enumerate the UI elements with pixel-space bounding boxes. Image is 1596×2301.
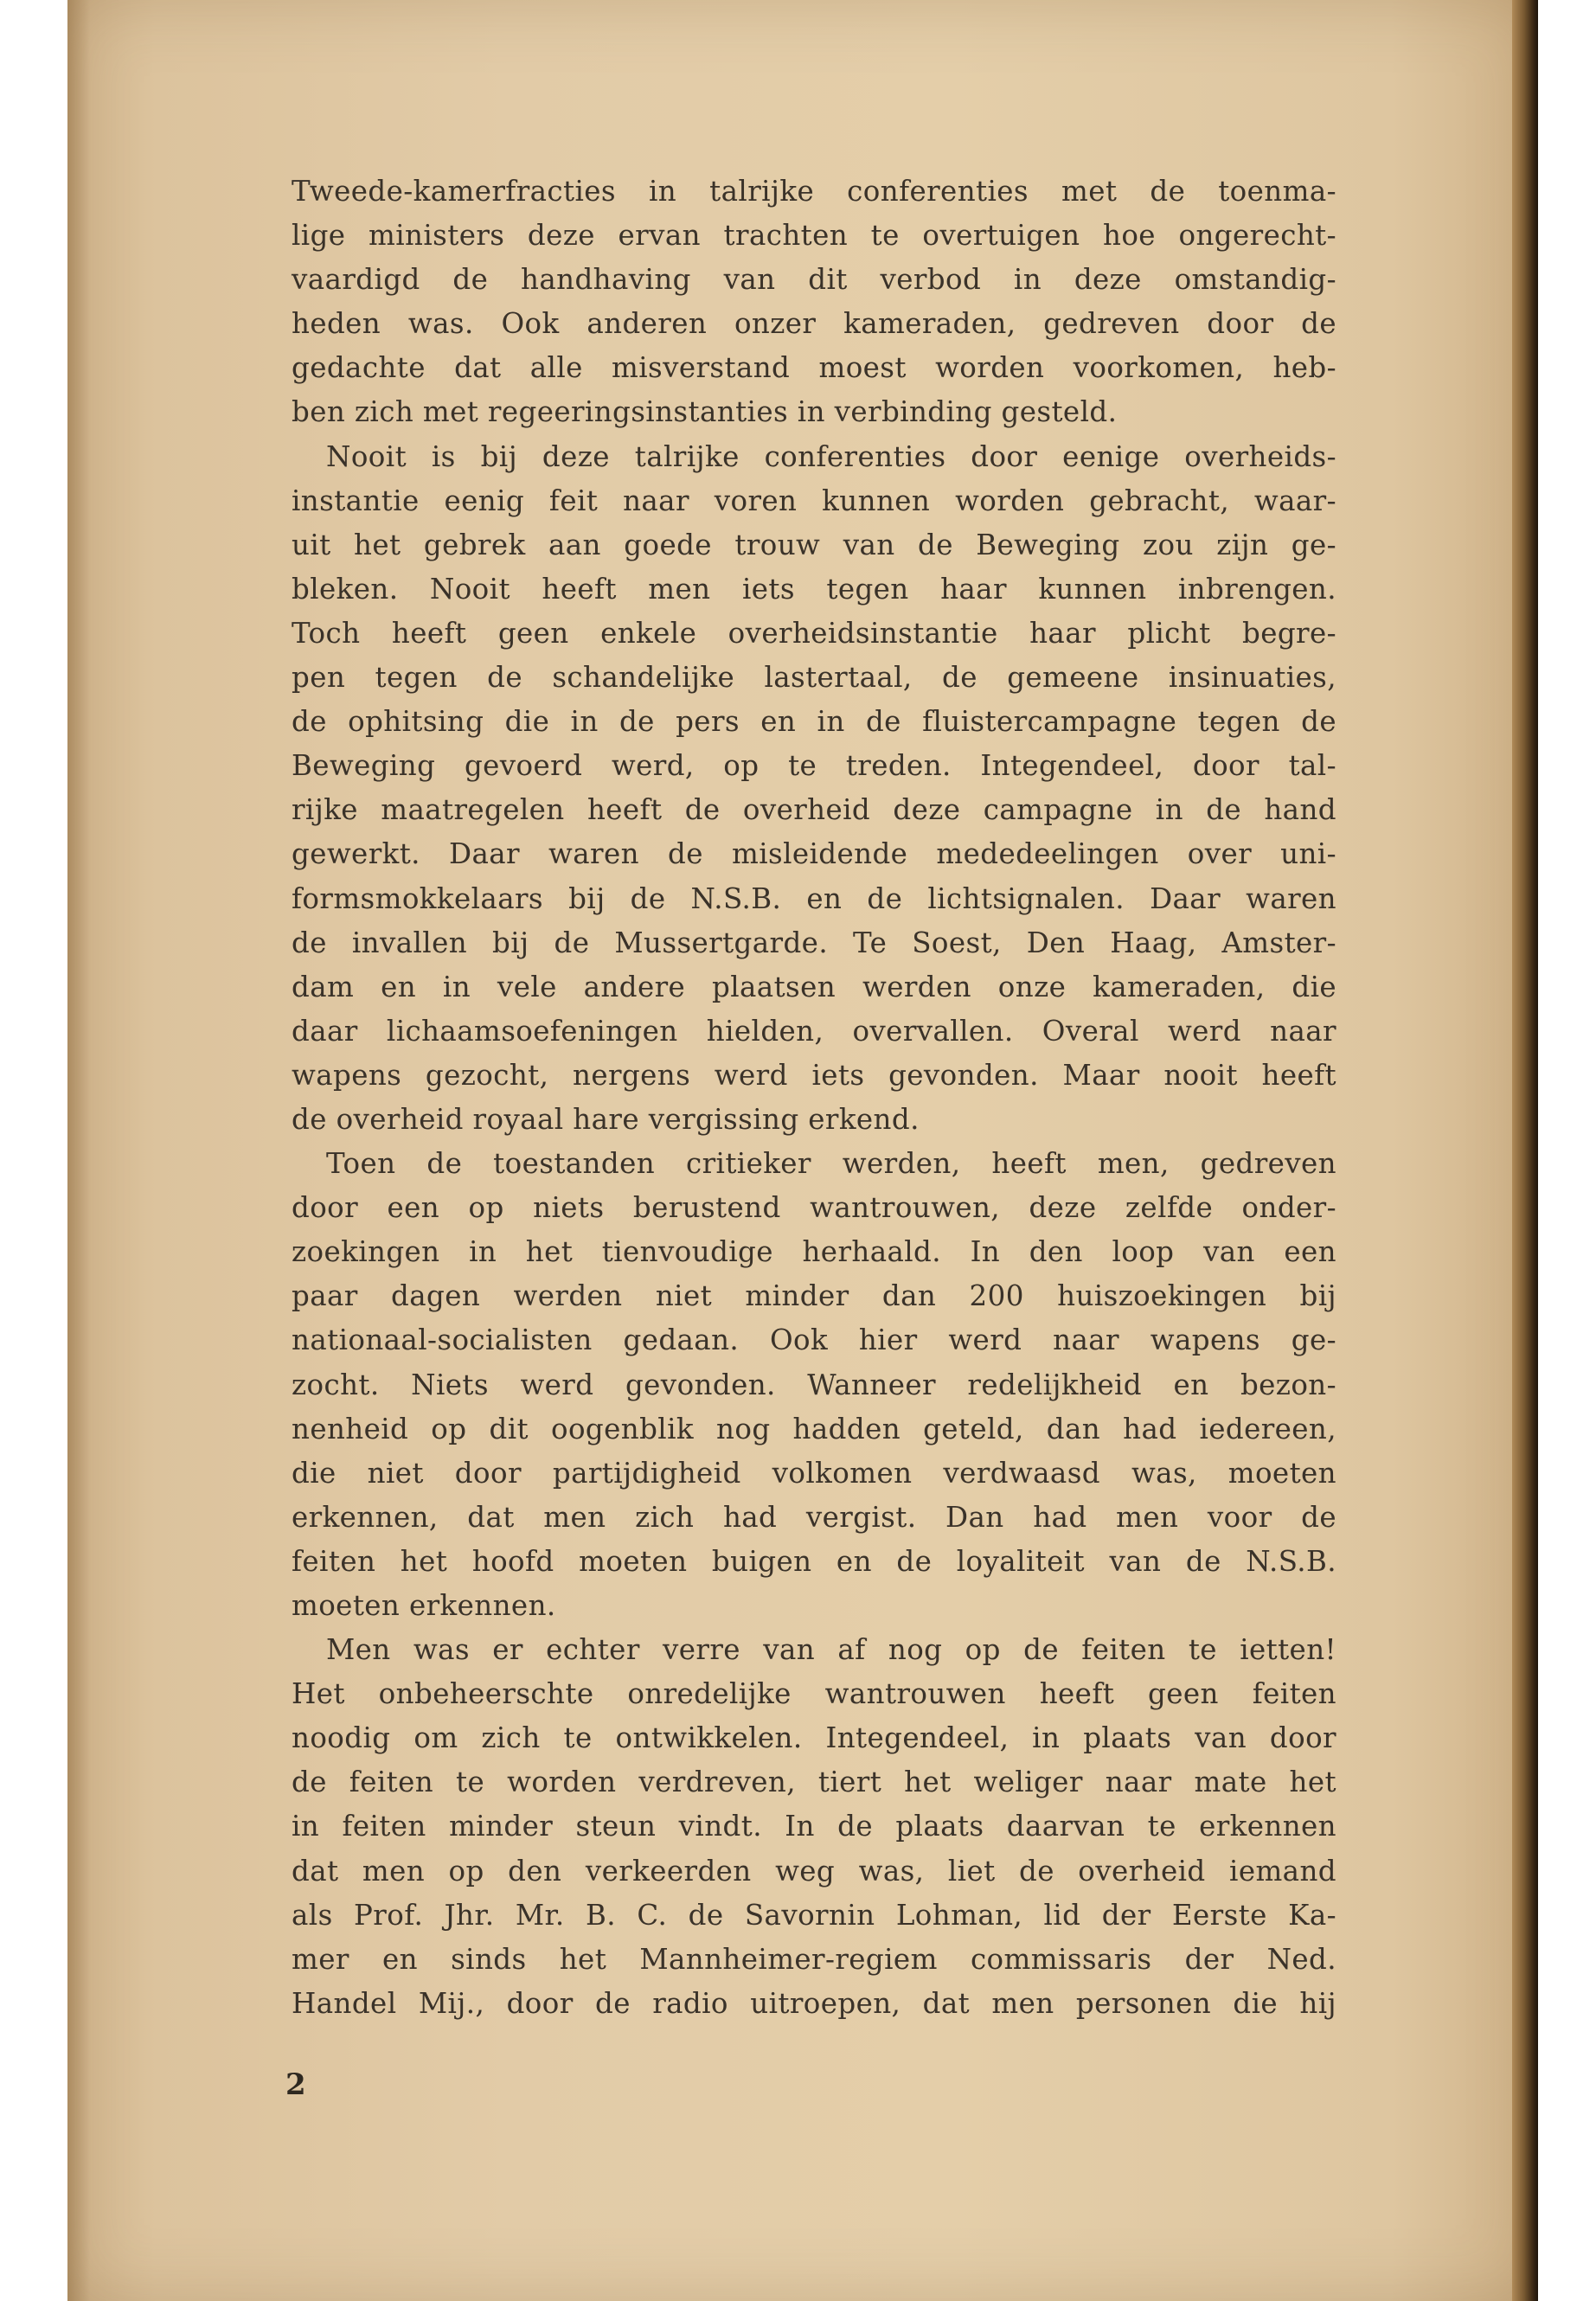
page-number: 2	[285, 2067, 306, 2102]
text-line: Het onbeheerschte onredelijke wantrouwen heeft geen feiten	[292, 1677, 1336, 1711]
text-line: Men was er echter verre van af nog op de feiten te ietten!	[326, 1633, 1336, 1667]
text-line: paar dagen werden niet minder dan 200 huiszoekingen bij	[292, 1279, 1336, 1313]
body-text	[292, 170, 1336, 2026]
text-line: Toch heeft geen enkele overheidsinstantie haar plicht begre-	[292, 616, 1336, 650]
page-edge-shadow	[1512, 0, 1538, 2301]
text-line: gedachte dat alle misverstand moest worden voorkomen, heb-	[292, 351, 1336, 385]
text-line: vaardigd de handhaving van dit verbod in deze omstandig-	[292, 263, 1336, 297]
text-line: de feiten te worden verdreven, tiert het weliger naar mate het	[292, 1766, 1336, 1799]
text-line: noodig om zich te ontwikkelen. Integendeel, in plaats van door	[292, 1721, 1336, 1755]
text-line: instantie eenig feit naar voren kunnen worden gebracht, waar-	[292, 484, 1336, 517]
text-line: dam en in vele andere plaatsen werden onze kameraden, die	[292, 970, 1336, 1003]
text-line: Toen de toestanden critieker werden, heeft men, gedreven	[326, 1147, 1336, 1181]
text-line: moeten erkennen.	[292, 1589, 556, 1622]
text-line: formsmokkelaars bij de N.S.B. en de lichtsignalen. Daar waren	[292, 881, 1336, 915]
text-line: door een op niets berustend wantrouwen, deze zelfde onder-	[292, 1191, 1336, 1225]
text-line: Nooit is bij deze talrijke conferenties door eenige overheids-	[326, 439, 1336, 473]
text-line: gewerkt. Daar waren de misleidende mededeelingen over uni-	[292, 837, 1336, 871]
text-line: in feiten minder steun vindt. In de plaats daarvan te erkennen	[292, 1810, 1336, 1843]
text-line: zoekingen in het tienvoudige herhaald. In den loop van een	[292, 1235, 1336, 1269]
text-line: die niet door partijdigheid volkomen verdwaasd was, moeten	[292, 1456, 1336, 1490]
text-line: ben zich met regeeringsinstanties in verbinding gesteld.	[292, 395, 1118, 429]
text-line: heden was. Ook anderen onzer kameraden, gedreven door de	[292, 307, 1336, 341]
text-line: als Prof. Jhr. Mr. B. C. de Savornin Lohman, lid der Eerste Ka-	[292, 1898, 1336, 1932]
text-line: mer en sinds het Mannheimer-regiem commissaris der Ned.	[292, 1942, 1336, 1976]
text-line: de invallen bij de Mussertgarde. Te Soest, Den Haag, Amster-	[292, 926, 1336, 959]
text-line: rijke maatregelen heeft de overheid deze campagne in de hand	[292, 793, 1336, 827]
text-line: de ophitsing die in de pers en in de fluistercampagne tegen de	[292, 705, 1336, 739]
text-line: Beweging gevoerd werd, op te treden. Integendeel, door tal-	[292, 749, 1336, 783]
text-line: pen tegen de schandelijke lastertaal, de gemeene insinuaties,	[292, 661, 1336, 695]
text-line: daar lichaamsoefeningen hielden, overvallen. Overal werd naar	[292, 1014, 1336, 1048]
gutter-shadow	[67, 0, 90, 2301]
text-line: nationaal-socialisten gedaan. Ook hier werd naar wapens ge-	[292, 1324, 1336, 1357]
text-line: feiten het hoofd moeten buigen en de loyaliteit van de N.S.B.	[292, 1544, 1336, 1578]
text-line: de overheid royaal hare vergissing erkend.	[292, 1102, 920, 1136]
text-line: dat men op den verkeerden weg was, liet de overheid iemand	[292, 1854, 1336, 1888]
text-line: uit het gebrek aan goede trouw van de Beweging zou zijn ge-	[292, 528, 1336, 561]
text-line: Handel Mij., door de radio uitroepen, dat men personen die hij	[292, 1986, 1336, 2020]
text-line: erkennen, dat men zich had vergist. Dan had men voor de	[292, 1500, 1336, 1534]
text-line: wapens gezocht, nergens werd iets gevonden. Maar nooit heeft	[292, 1058, 1336, 1092]
text-line: nenheid op dit oogenblik nog hadden geteld, dan had iedereen,	[292, 1412, 1336, 1445]
text-line: zocht. Niets werd gevonden. Wanneer redelijkheid en bezon-	[292, 1368, 1336, 1401]
text-line: lige ministers deze ervan trachten te overtuigen hoe ongerecht-	[292, 219, 1336, 253]
text-line: bleken. Nooit heeft men iets tegen haar kunnen inbrengen.	[292, 572, 1336, 606]
text-line: Tweede-kamerfracties in talrijke conferenties met de toenma-	[292, 175, 1336, 208]
